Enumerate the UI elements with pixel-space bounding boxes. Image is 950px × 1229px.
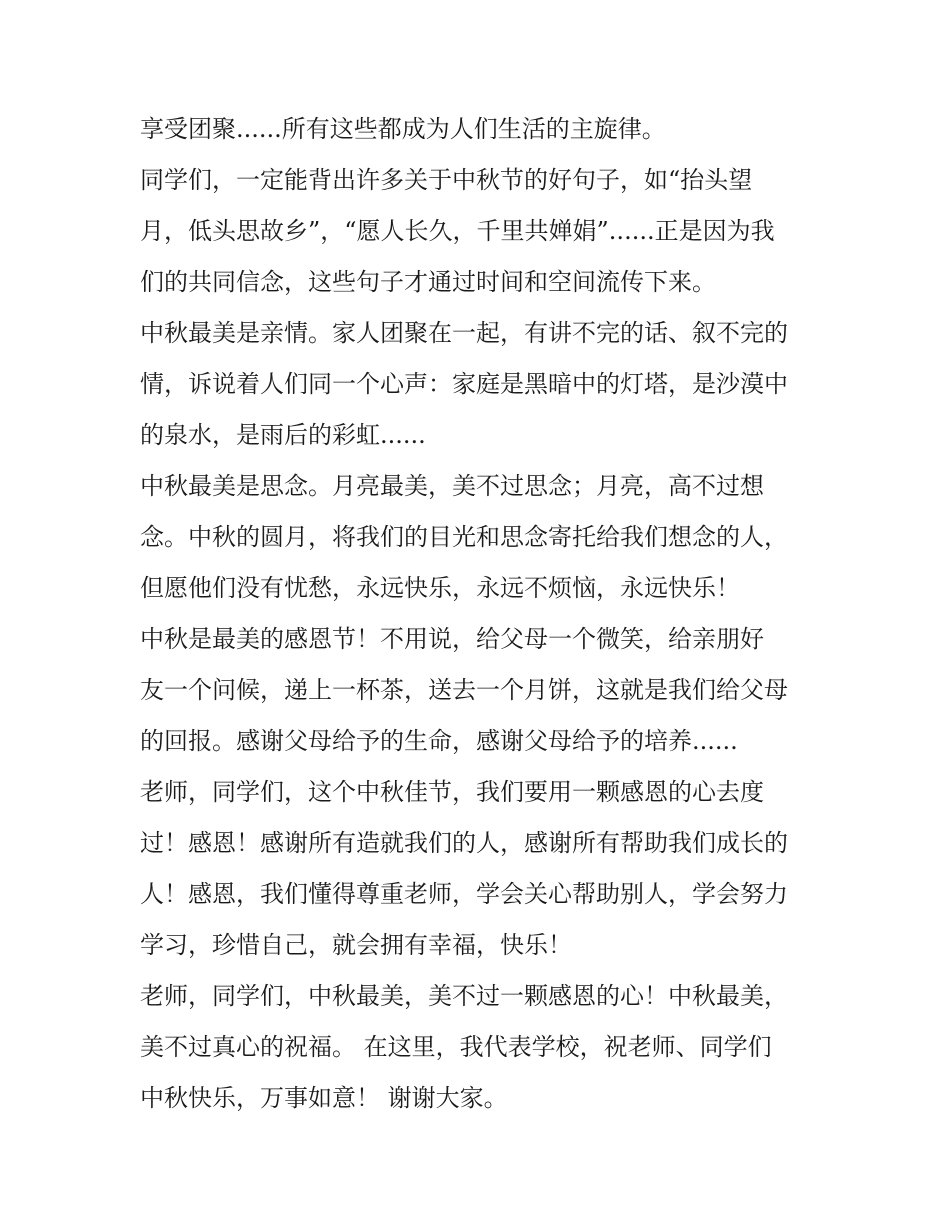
text-line: 中秋快乐，万事如意！ 谢谢大家。 — [140, 1084, 508, 1112]
document-body — [140, 104, 820, 1124]
text-line: 友一个问候，递上一杯茶，送去一个月饼，这就是我们给父母 — [140, 676, 788, 704]
text-line: 但愿他们没有忧愁，永远快乐，永远不烦恼，永远快乐！ — [140, 574, 740, 602]
text-line: 中秋最美是亲情。家人团聚在一起，有讲不完的话、叙不完的 — [140, 319, 788, 347]
text-line: 过！感恩！感谢所有造就我们的人，感谢所有帮助我们成长的 — [140, 829, 788, 857]
text-line: 老师，同学们，中秋最美，美不过一颗感恩的心！中秋最美， — [140, 982, 788, 1010]
text-line: 老师，同学们，这个中秋佳节，我们要用一颗感恩的心去度 — [140, 778, 764, 806]
text-line: 中秋是最美的感恩节！不用说，给父母一个微笑，给亲朋好 — [140, 625, 764, 653]
text-line: 念。中秋的圆月，将我们的目光和思念寄托给我们想念的人， — [140, 523, 788, 551]
text-line: 的泉水，是雨后的彩虹...... — [140, 421, 426, 449]
text-line: 们的共同信念，这些句子才通过时间和空间流传下来。 — [140, 268, 716, 296]
text-line: 美不过真心的祝福。 在这里，我代表学校，祝老师、同学们 — [140, 1033, 772, 1061]
text-line: 同学们，一定能背出许多关于中秋节的好句子，如“抬头望 — [140, 166, 753, 194]
text-line: 情，诉说着人们同一个心声：家庭是黑暗中的灯塔，是沙漠中 — [140, 370, 788, 398]
text-line: 中秋最美是思念。月亮最美，美不过思念；月亮，高不过想 — [140, 472, 764, 500]
text-line: 的回报。感谢父母给予的生命，感谢父母给予的培养...... — [140, 727, 738, 755]
text-line: 月，低头思故乡”，“愿人长久，千里共婵娟”......正是因为我 — [140, 217, 775, 245]
text-line: 学习，珍惜自己，就会拥有幸福，快乐！ — [140, 931, 572, 959]
text-line: 享受团聚......所有这些都成为人们生活的主旋律。 — [140, 115, 666, 143]
text-line: 人！感恩，我们懂得尊重老师，学会关心帮助别人，学会努力 — [140, 880, 788, 908]
